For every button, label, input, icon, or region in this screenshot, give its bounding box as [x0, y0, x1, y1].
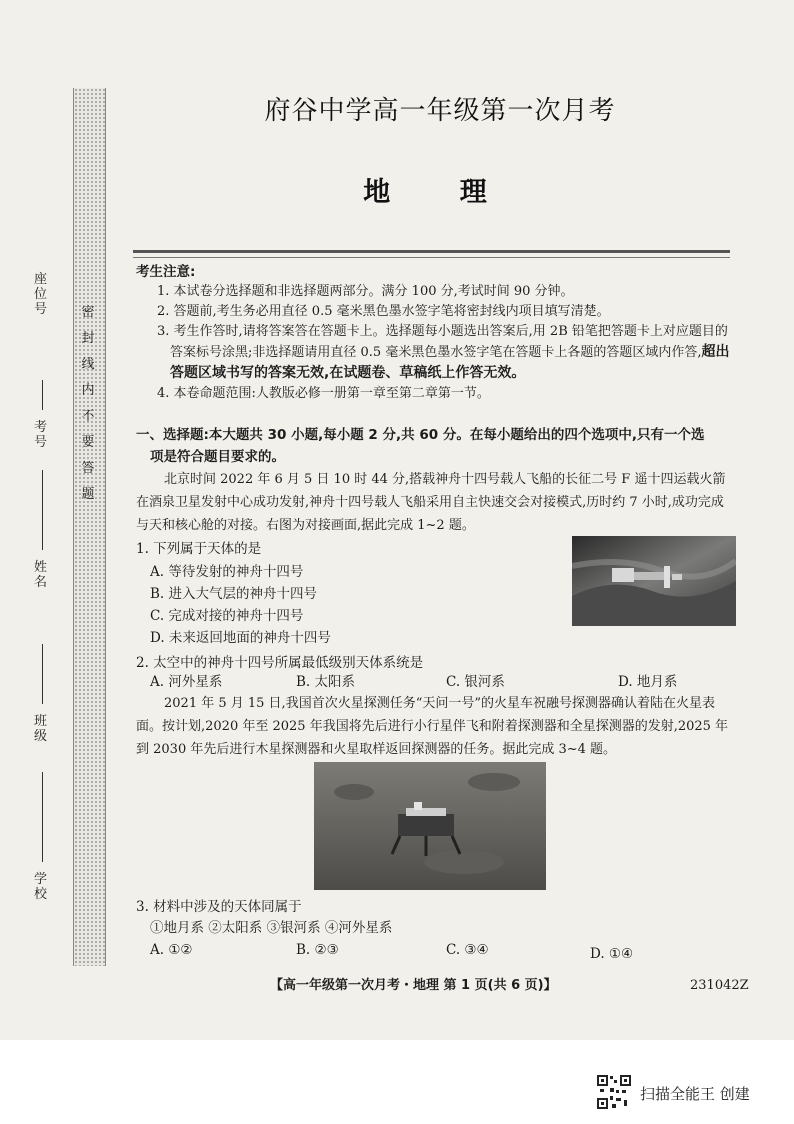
- notice-item: 3. 考生作答时,请将答案答在答题卡上。选择题每小题选出答案后,用 2B 铅笔把答题卡上对应题目的答案标号涂黑;非选择题请用直径 0.5 毫米黑色墨水签字笔在答题卡上各题的答题区域内作答,超出答题区域书写的答案无效,在试题卷、草稿纸上作答无效。: [157, 324, 730, 381]
- school-field[interactable]: 学校: [20, 872, 64, 932]
- question-3-stem: 3. 材料中涉及的天体同属于: [136, 899, 302, 915]
- passage-2: 2021 年 5 月 15 日,我国首次火星探测任务“天问一号”的火星车祝融号探测器确认着陆在火星表面。按计划,2020 年至 2025 年我国将先后进行小行星伴飞和附着探测器和全星探测器的发射,2025 年到 2030 年先后进行木星探测器和火星取样返回探测器的任务。据此完成 3~4 题。: [136, 696, 729, 757]
- binding-strip: [73, 88, 106, 966]
- qr-code-icon: [596, 1074, 632, 1110]
- question-3-option: A. ①②: [150, 942, 193, 958]
- paper-code: 231042Z: [690, 978, 749, 993]
- seat-number-field[interactable]: 座位号: [34, 272, 48, 317]
- scanner-brand: 扫描全能王 创建: [640, 1085, 750, 1103]
- mars-rover-photo: [314, 762, 546, 890]
- exam-title: 府谷中学高一年级第一次月考: [264, 96, 616, 126]
- question-2-option: B. 太阳系: [296, 674, 356, 690]
- exam-number-field[interactable]: 考号: [20, 420, 64, 560]
- question-1-stem: 1. 下列属于天体的是: [136, 541, 262, 557]
- name-field[interactable]: 姓名: [20, 560, 64, 700]
- header-rule-thin: [133, 257, 730, 258]
- question-1-option: D. 未来返回地面的神舟十四号: [150, 630, 331, 646]
- question-1-option: A. 等待发射的神舟十四号: [150, 564, 304, 580]
- question-3-choices: ①地月系 ②太阳系 ③银河系 ④河外星系: [150, 920, 393, 936]
- class-field[interactable]: 班级: [20, 714, 64, 834]
- question-2-option: A. 河外星系: [150, 674, 223, 690]
- docking-photo: [572, 536, 736, 626]
- subject-title: 地 理: [363, 177, 517, 208]
- notice-item: 1. 本试卷分选择题和非选择题两部分。满分 100 分,考试时间 90 分钟。: [157, 284, 574, 299]
- question-3-option: C. ③④: [446, 942, 489, 958]
- notice-item: 4. 本卷命题范围:人教版必修一册第一章至第二章第一节。: [157, 386, 490, 401]
- page-footer: 【高一年级第一次月考・地理 第 1 页(共 6 页)】: [270, 978, 557, 993]
- notice-heading: 考生注意:: [136, 264, 196, 280]
- question-1-option: B. 进入大气层的神舟十四号: [150, 586, 318, 602]
- question-3-option: D. ①④: [590, 946, 634, 962]
- question-3-option: B. ②③: [296, 942, 339, 958]
- notice-emphasis: 超出答题区域书写的答案无效,在试题卷、草稿纸上作答无效。: [170, 344, 730, 381]
- question-2-option: C. 银河系: [446, 674, 505, 690]
- question-2-stem: 2. 太空中的神舟十四号所属最低级别天体系统是: [136, 655, 424, 671]
- notice-item: 2. 答题前,考生务必用直径 0.5 毫米黑色墨水签字笔将密封线内项目填写清楚。: [157, 304, 610, 319]
- question-1-option: C. 完成对接的神舟十四号: [150, 608, 304, 624]
- header-rule: [133, 250, 730, 253]
- seal-line-text: 密 封 线 内 不 要 答 题: [81, 305, 95, 502]
- passage-1: 北京时间 2022 年 6 月 5 日 10 时 44 分,搭载神舟十四号载人飞船的长征二号 F 遥十四运载火箭在酒泉卫星发射中心成功发射,神舟十四号载人飞船采用自主快速交会对接模式,历时约 7 小时,成功完成与天和核心舱的对接。右图为对接画面,据此完成 1~2 题。: [136, 472, 726, 533]
- candidate-notice: [136, 262, 736, 404]
- question-2-option: D. 地月系: [618, 674, 678, 690]
- section-heading: 一、选择题:本大题共 30 小题,每小题 2 分,共 60 分。在每小题给出的四个选项中,只有一个选 项是符合题目要求的。: [136, 427, 705, 465]
